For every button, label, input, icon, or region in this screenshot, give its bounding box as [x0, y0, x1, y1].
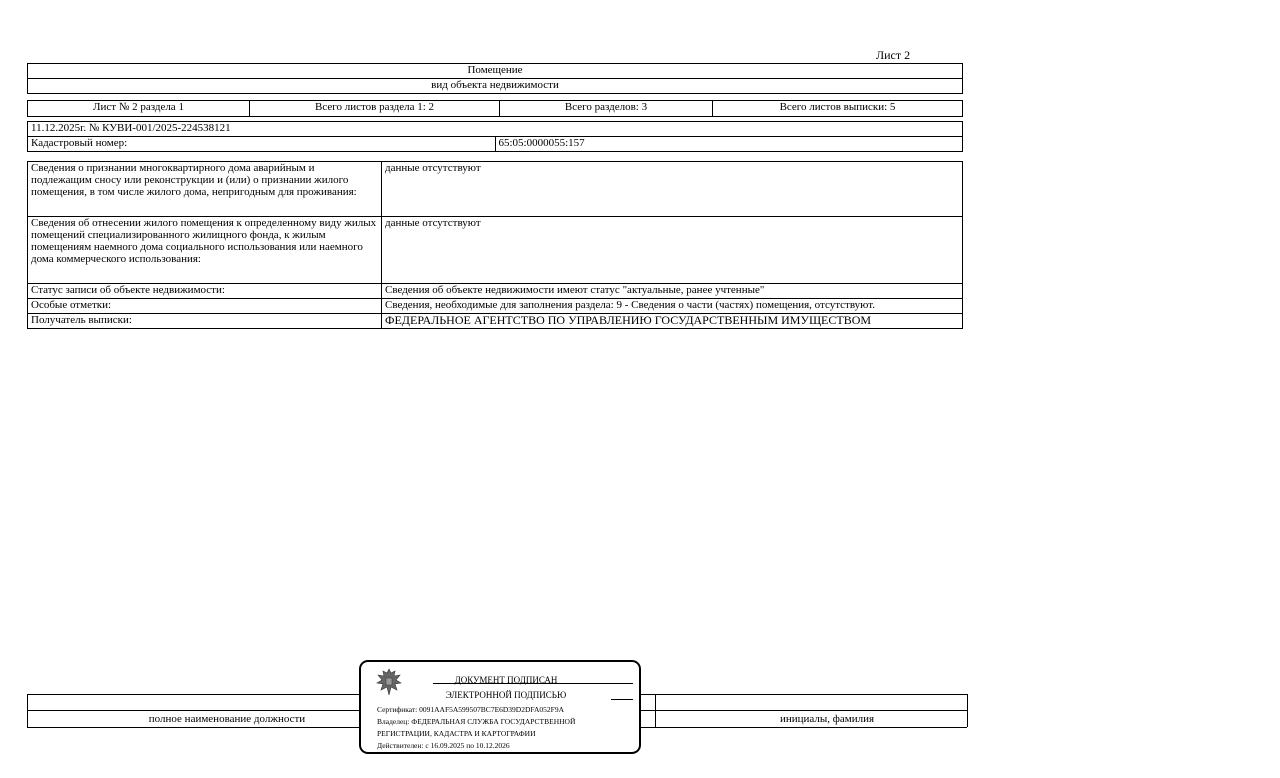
- header-table: [27, 63, 963, 94]
- stamp-rule: [433, 683, 633, 684]
- details-table: [27, 161, 963, 329]
- object-title: Помещение: [28, 64, 963, 79]
- detail-label: Особые отметки:: [28, 299, 382, 314]
- stamp-details: [377, 704, 635, 752]
- stamp-title-line1: ДОКУМЕНТ ПОДПИСАН: [454, 675, 558, 685]
- detail-value: данные отсутствуют: [382, 162, 963, 217]
- detail-label: Статус записи об объекте недвижимости:: [28, 284, 382, 299]
- sheet-label: Лист 2: [876, 48, 911, 62]
- stamp-validity: Действителен: с 16.09.2025 по 10.12.2026: [377, 741, 510, 750]
- stamp-owner-line2: РЕГИСТРАЦИИ, КАДАСТРА И КАРТОГРАФИИ: [377, 729, 536, 738]
- sheet-info-table: [27, 100, 963, 117]
- stamp-rule: [611, 699, 633, 700]
- total-sheets-extract: Всего листов выписки: 5: [713, 101, 963, 117]
- total-sections: Всего разделов: 3: [500, 101, 713, 117]
- signature-right-border: [967, 694, 968, 727]
- detail-label: Получатель выписки:: [28, 314, 382, 329]
- detail-value: Сведения об объекте недвижимости имеют статус "актуальные, ранее учтенные": [382, 284, 963, 299]
- sheet-number: Лист № 2 раздела 1: [28, 101, 250, 117]
- signature-divider: [655, 694, 656, 727]
- digital-signature-stamp: [359, 660, 641, 754]
- stamp-certificate: Сертификат: 0091AAF5A599507BC7E6D39D2DFA052F9A: [377, 705, 565, 714]
- cadastral-number-value: 65:05:0000055:157: [495, 137, 963, 152]
- detail-value: Сведения, необходимые для заполнения раздела: 9 - Сведения о части (частях) помещения, отсутствуют.: [382, 299, 963, 314]
- state-eagle-emblem-icon: [375, 667, 403, 697]
- position-label: полное наименование должности: [148, 713, 306, 725]
- signature-left-border: [27, 694, 28, 727]
- record-date-number: 11.12.2025г. № КУВИ-001/2025-224538121: [28, 122, 963, 137]
- cadastral-number-label: Кадастровый номер:: [28, 137, 496, 152]
- name-label: инициалы, фамилия: [779, 713, 875, 725]
- detail-value: ФЕДЕРАЛЬНОЕ АГЕНТСТВО ПО УПРАВЛЕНИЮ ГОСУДАРСТВЕННЫМ ИМУЩЕСТВОМ: [382, 314, 963, 329]
- total-sheets-section: Всего листов раздела 1: 2: [250, 101, 500, 117]
- object-type-caption: вид объекта недвижимости: [28, 79, 963, 94]
- detail-label: Сведения об отнесении жилого помещения к определенному виду жилых помещений специализированного жилищного фонда, к жилым помещениям наемного дома социального использования или наемного дома коммерческого использования:: [28, 217, 382, 284]
- stamp-owner-line1: Владелец: ФЕДЕРАЛЬНАЯ СЛУЖБА ГОСУДАРСТВЕННОЙ: [377, 717, 576, 726]
- record-table: [27, 121, 963, 152]
- detail-value: данные отсутствуют: [382, 217, 963, 284]
- stamp-title-line2: ЭЛЕКТРОННОЙ ПОДПИСЬЮ: [445, 690, 567, 700]
- detail-label: Сведения о признании многоквартирного дома аварийным и подлежащим сносу или реконструкции и (или) о признании жилого помещения, в том числе жилого дома, непригодным для проживания:: [28, 162, 382, 217]
